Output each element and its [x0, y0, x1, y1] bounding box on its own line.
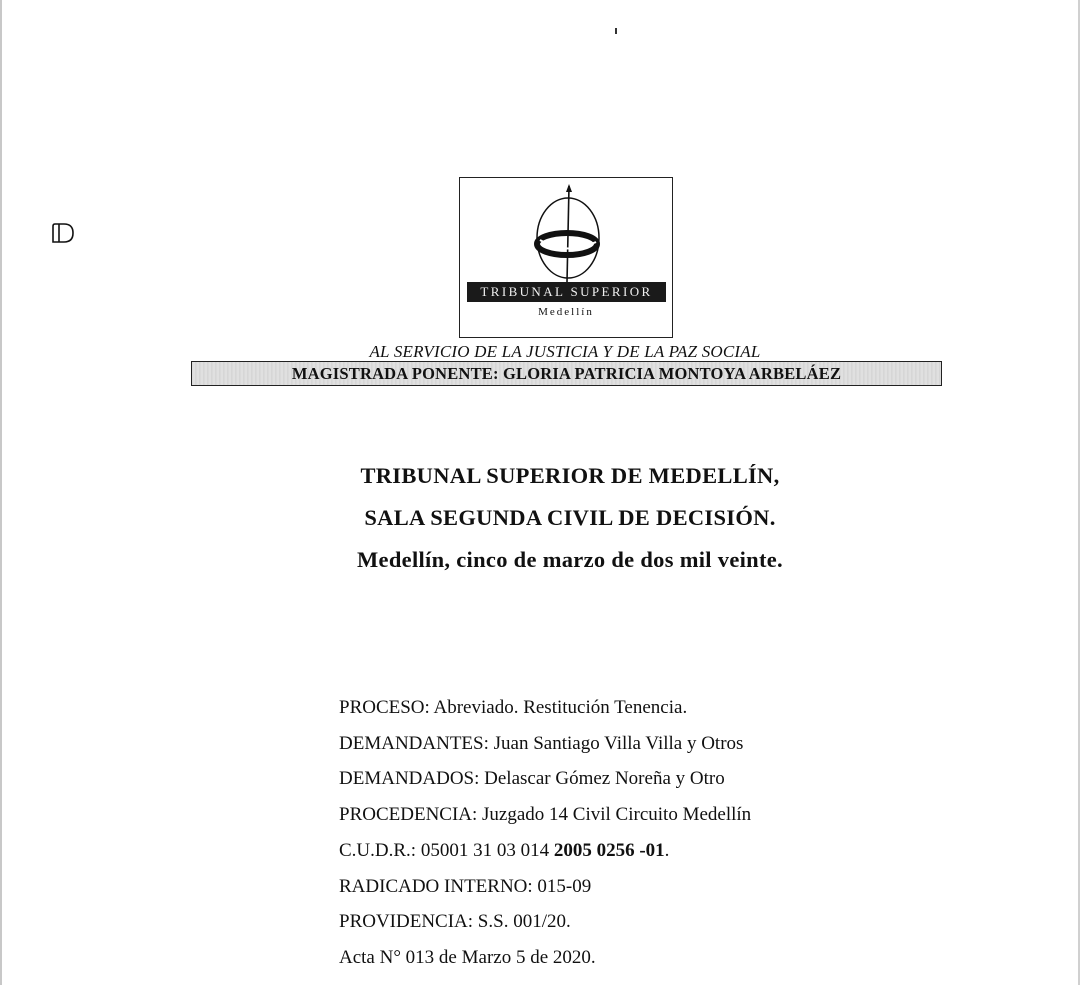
cudr-line	[339, 833, 959, 869]
proceso-line: PROCESO: Abreviado. Restitución Tenencia.	[339, 697, 688, 718]
scan-speck	[615, 28, 617, 34]
chamber-name: SALA SEGUNDA CIVIL DE DECISIÓN.	[364, 505, 776, 530]
logo-city: Medellín	[538, 306, 594, 318]
case-info	[339, 690, 959, 976]
demandados-line: DEMANDADOS: Delascar Gómez Noreña y Otro	[339, 768, 725, 790]
procedencia-line: PROCEDENCIA: Juzgado 14 Civil Circuito Medellín	[339, 804, 752, 826]
cudr-number: 2005 0256 -01	[553, 839, 665, 861]
document-heading	[300, 455, 840, 581]
cudr-suffix: .	[664, 839, 670, 861]
scales-emblem-icon	[530, 182, 606, 282]
radicado-line: RADICADO INTERNO: 015-09	[339, 875, 592, 897]
acta-line: Acta N° 013 de Marzo 5 de 2020.	[339, 946, 596, 968]
court-logo	[459, 177, 673, 338]
logo-banner: TRIBUNAL SUPERIOR	[467, 282, 666, 302]
page-edge-left	[0, 0, 2, 985]
margin-mark-icon	[50, 222, 76, 244]
cudr-prefix: C.U.D.R.: 05001 31 03 014	[339, 839, 554, 861]
providencia-line: PROVIDENCIA: S.S. 001/20.	[339, 911, 571, 933]
magistrate-bar: MAGISTRADA PONENTE: GLORIA PATRICIA MONTOYA ARBELÁEZ	[191, 361, 942, 386]
court-name: TRIBUNAL SUPERIOR DE MEDELLÍN,	[360, 463, 780, 488]
demandantes-line: DEMANDANTES: Juan Santiago Villa Villa y Otros	[339, 732, 744, 754]
motto: AL SERVICIO DE LA JUSTICIA Y DE LA PAZ SOCIAL	[369, 342, 761, 361]
document-date: Medellín, cinco de marzo de dos mil veinte.	[357, 547, 783, 572]
